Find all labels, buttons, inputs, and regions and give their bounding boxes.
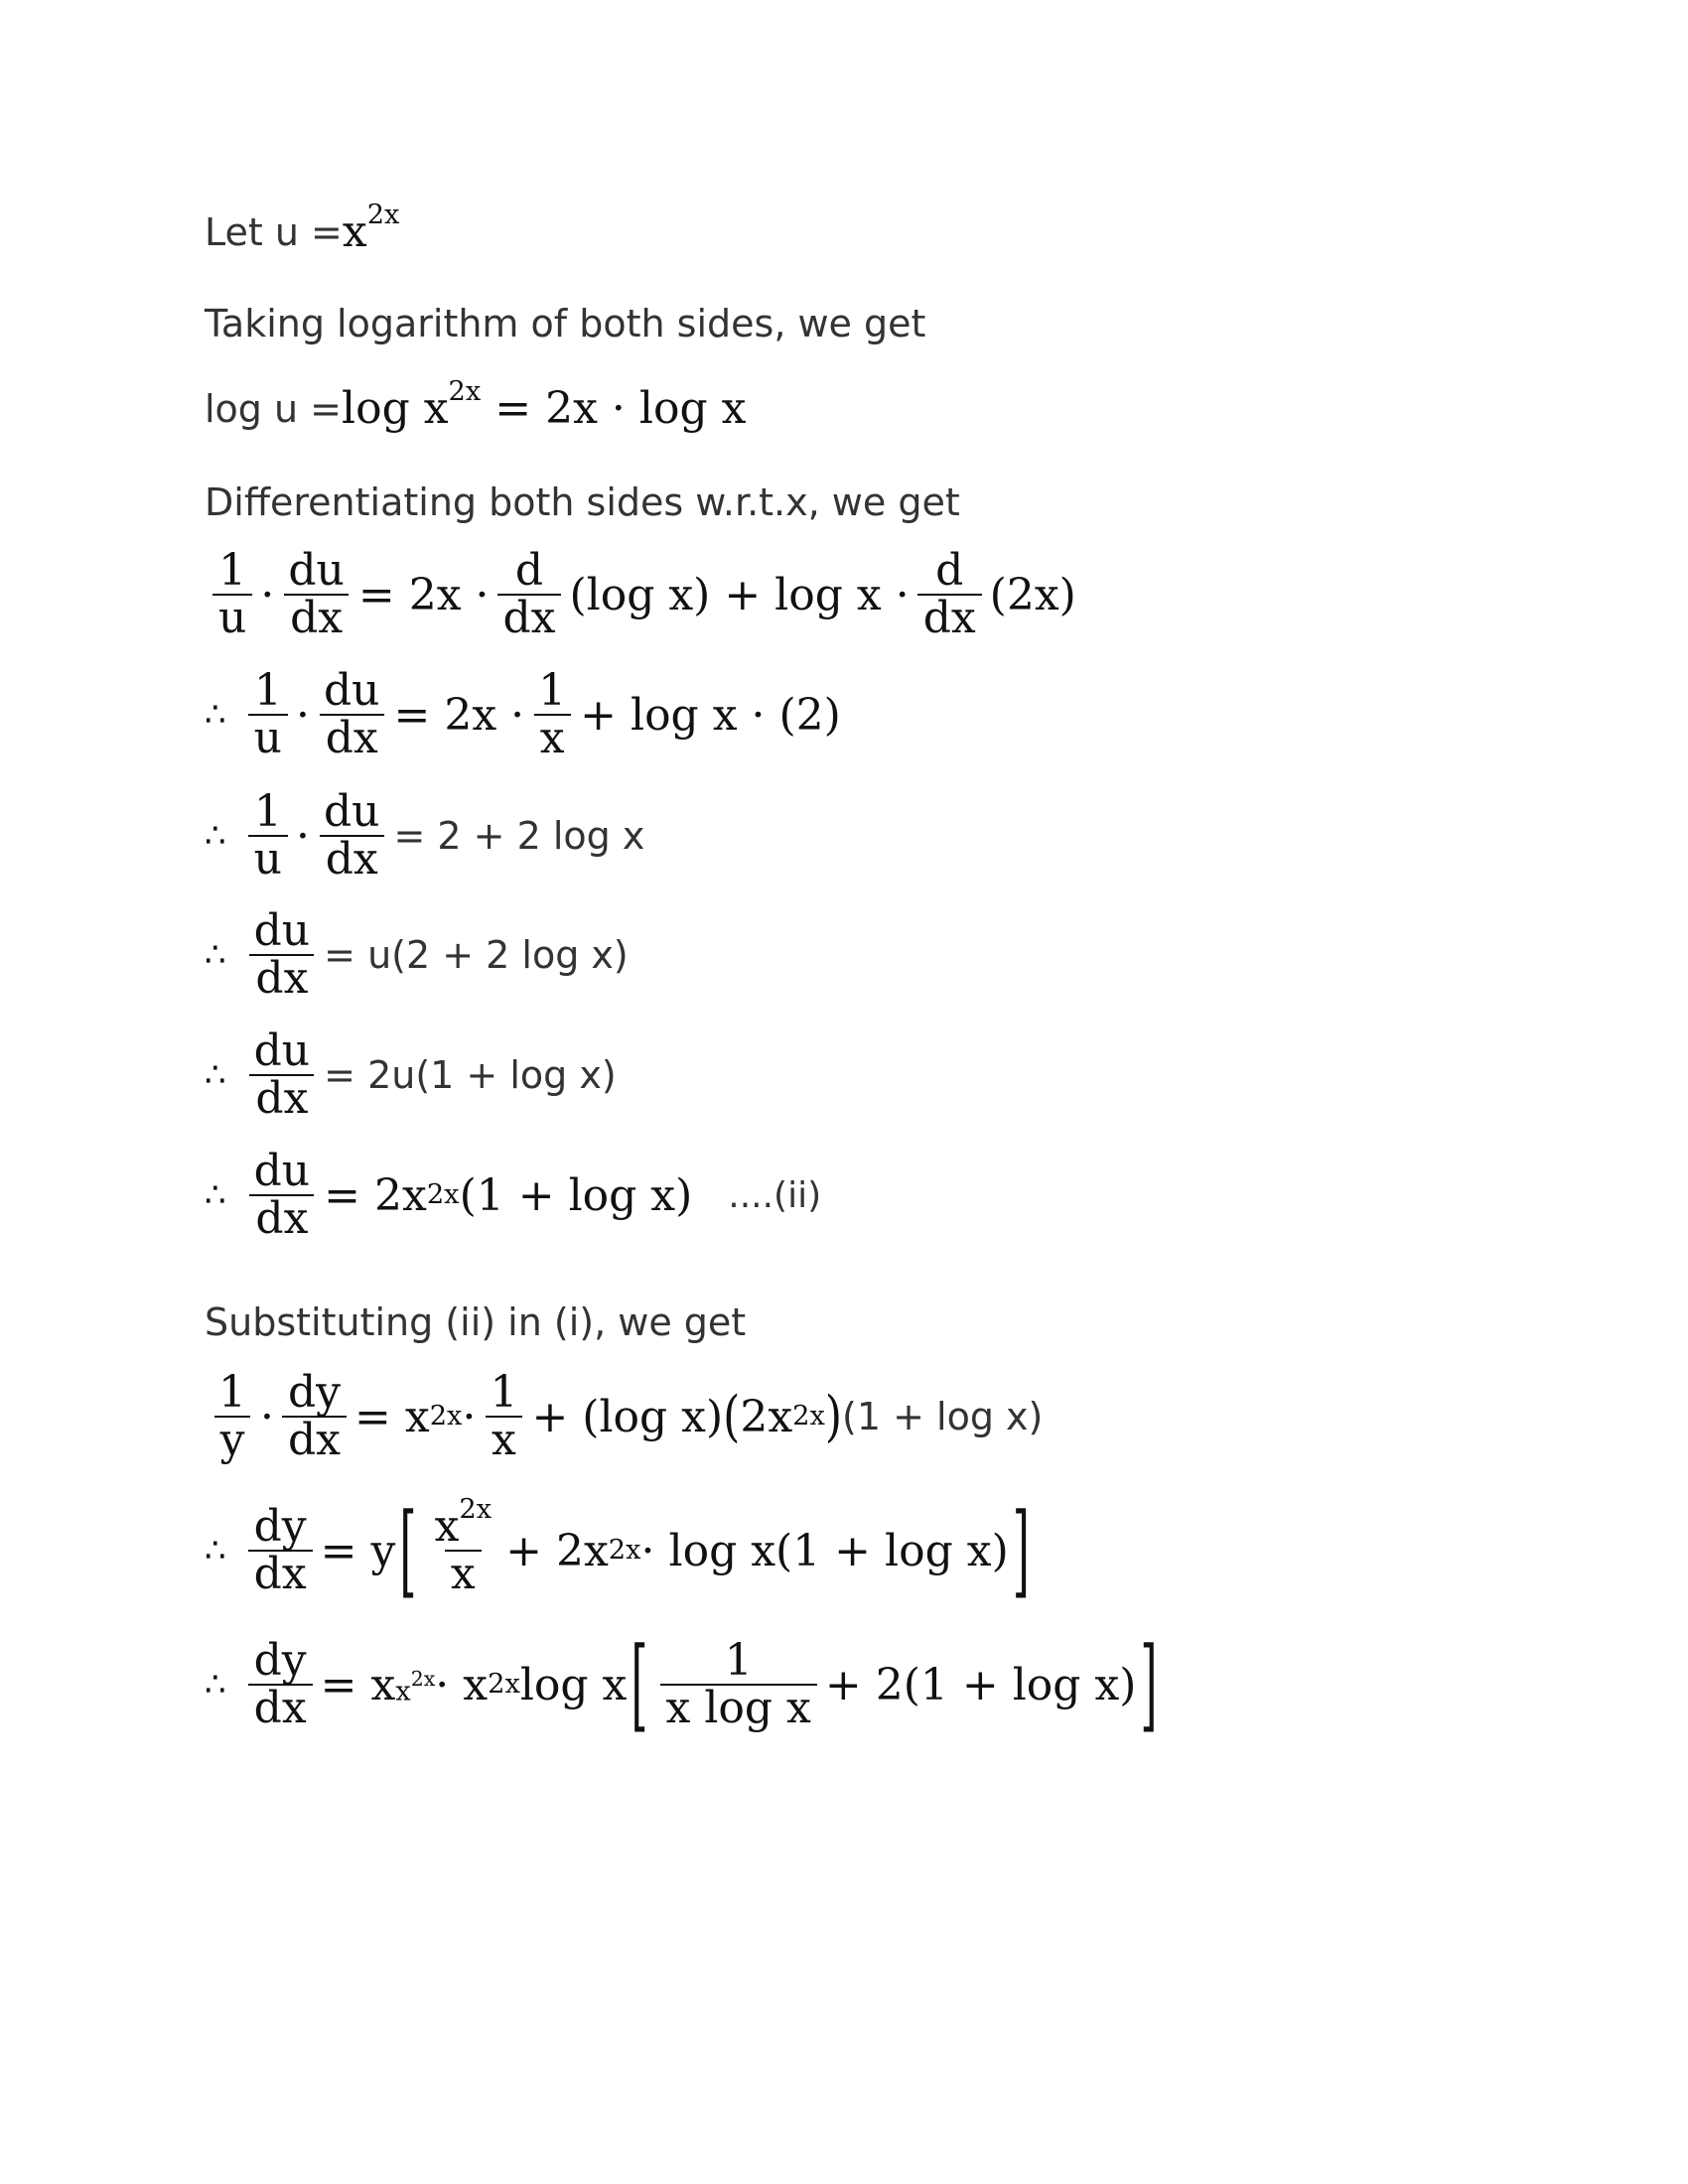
log-u-text: log u = bbox=[205, 386, 343, 431]
let-u-text: Let u = bbox=[205, 209, 343, 254]
fraction: $\frac{du}{dx}$ bbox=[248, 1149, 317, 1242]
fraction: $\frac{du}{dx}$ bbox=[248, 1028, 317, 1122]
fraction: $\frac{du}{dx}$ bbox=[318, 789, 386, 883]
fraction: $\frac{1}{u}$ bbox=[212, 548, 252, 641]
equation-tag-ii: ....(ii) bbox=[728, 1174, 822, 1216]
equation-1: $\frac{1}{u}$ · $\frac{du}{dx}$ = 2x · $\frac{d}{dx}$ (log x) + log x · $\frac{d}{dx}$ (2x) bbox=[205, 548, 1076, 641]
fraction: $\frac{d}{dx}$ bbox=[497, 548, 562, 641]
equation-8: ∴ $\frac{dy}{dx}$ = y [ $\frac{x^{2x}}{x}$ + 2x 2x · log x(1 + log x) ] bbox=[205, 1492, 1030, 1609]
therefore-symbol: ∴ bbox=[205, 935, 226, 976]
fraction: $\frac{1}{\text{x log x}}$ bbox=[660, 1638, 817, 1731]
substituting-line bbox=[205, 1300, 746, 1344]
fraction: $\frac{du}{dx}$ bbox=[282, 548, 351, 641]
let-u-line bbox=[205, 199, 400, 257]
fraction: $\frac{du}{dx}$ bbox=[318, 668, 386, 761]
log-u-math: $\log x^{2x} = 2x \cdot \log x$ bbox=[342, 375, 747, 434]
equation-3: ∴ $\frac{1}{u}$ · $\frac{du}{dx}$ = 2 + 2 log x bbox=[205, 786, 645, 886]
fraction: $\frac{x^{2x}}{x}$ bbox=[434, 1493, 492, 1600]
differentiating-line bbox=[205, 480, 960, 524]
fraction: $\frac{1}{y}$ bbox=[212, 1370, 252, 1463]
equation-2: ∴ $\frac{1}{u}$ · $\frac{du}{dx}$ = 2x · $\frac{1}{x}$ + log x · (2) bbox=[205, 665, 841, 764]
equation-7: $\frac{1}{y}$ · $\frac{dy}{dx}$ = x 2x · $\frac{1}{x}$ + (log x) ( 2x 2x ) (1 + log x) bbox=[205, 1370, 1043, 1463]
substituting-text: Substituting (ii) in (i), we get bbox=[205, 1300, 747, 1344]
equation-4-rest: = u(2 + 2 log x) bbox=[324, 933, 629, 978]
taking-log-text: Taking logarithm of both sides, we get bbox=[205, 302, 926, 345]
fraction: $\frac{1}{u}$ bbox=[248, 789, 288, 883]
equation-6: ∴ $\frac{du}{dx}$ = 2x 2x (1 + log x) ....(ii) bbox=[205, 1146, 822, 1245]
therefore-symbol: ∴ bbox=[205, 1175, 226, 1216]
left-bracket: [ bbox=[399, 1492, 417, 1609]
right-bracket: ] bbox=[1012, 1492, 1030, 1609]
fraction: $\frac{dy}{dx}$ bbox=[248, 1638, 313, 1731]
equation-9: ∴ $\frac{dy}{dx}$ = x $x^{2x}$ · x 2x log x [ $\frac{1}{\text{x log x}}$ + 2(1 + log x) ] bbox=[205, 1626, 1158, 1743]
right-bracket: ] bbox=[1140, 1626, 1158, 1743]
equation-7-tail: (1 + log x) bbox=[842, 1395, 1044, 1439]
fraction: $\frac{dy}{dx}$ bbox=[248, 1504, 313, 1597]
therefore-symbol: ∴ bbox=[205, 695, 226, 736]
therefore-symbol: ∴ bbox=[205, 1055, 226, 1096]
fraction: $\frac{d}{dx}$ bbox=[917, 548, 982, 641]
fraction: $\frac{du}{dx}$ bbox=[248, 908, 317, 1002]
log-u-line bbox=[205, 375, 747, 434]
fraction: $\frac{dy}{dx}$ bbox=[282, 1370, 347, 1463]
therefore-symbol: ∴ bbox=[205, 1531, 226, 1571]
equation-5-rest: = 2u(1 + log x) bbox=[324, 1053, 617, 1098]
therefore-symbol: ∴ bbox=[205, 1665, 226, 1706]
fraction: $\frac{1}{u}$ bbox=[248, 668, 288, 761]
fraction: $\frac{1}{x}$ bbox=[532, 668, 572, 761]
fraction: $\frac{1}{x}$ bbox=[484, 1370, 523, 1463]
differentiating-text: Differentiating both sides w.r.t.x, we get bbox=[205, 480, 960, 524]
equation-3-rest: = 2 + 2 log x bbox=[393, 814, 645, 859]
taking-log-line bbox=[205, 302, 925, 345]
left-bracket: [ bbox=[631, 1626, 648, 1743]
therefore-symbol: ∴ bbox=[205, 816, 226, 857]
equation-4 bbox=[205, 905, 629, 1005]
let-u-math: $x^{2x}$ bbox=[342, 199, 400, 257]
equation-5 bbox=[205, 1025, 617, 1125]
